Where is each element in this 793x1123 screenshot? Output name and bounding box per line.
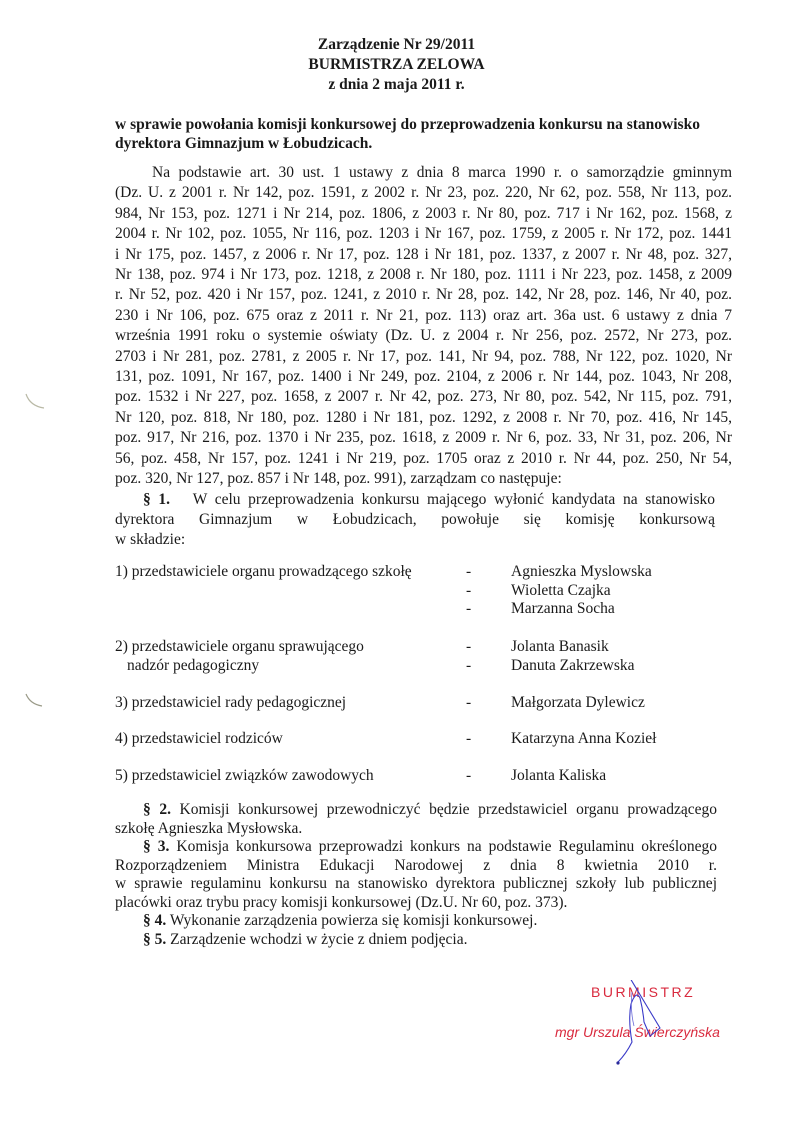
text-line: Nr 120, poz. 818, Nr 180, poz. 1280 i Nr 181, poz. 1292, z 2008 r. Nr 70, poz. 416, Nr 145, (115, 408, 732, 426)
section-symbol: § 1. (143, 491, 171, 508)
subject (115, 115, 735, 153)
member-name: Agnieszka Myslowska (511, 563, 652, 580)
member-row (115, 638, 735, 657)
member-row (115, 657, 735, 676)
text-line: września 1991 roku o systemie oświaty (Dz. U. z 2004 r. Nr 256, poz. 2572, Nr 273, poz. (115, 327, 732, 345)
dash: - (466, 767, 472, 784)
role-label: nadzór pedagogiczny (127, 656, 260, 674)
section-3-line (115, 838, 717, 857)
text-line: r. Nr 52, poz. 420 i Nr 157, poz. 1241, z 2010 r. Nr 28, poz. 142, Nr 28, poz. 146, Nr 40, poz. (115, 286, 732, 304)
section-5-line (115, 931, 717, 950)
section-text: Zarządzenie wchodzi w życie z dniem podjęcia. (170, 930, 468, 948)
scan-margin-mark (22, 390, 52, 415)
role-label: 3) przedstawiciel rady pedagogicznej (115, 694, 347, 711)
closing-sections (115, 801, 717, 949)
member-row (115, 730, 735, 749)
member-row (115, 563, 735, 582)
dash: - (466, 656, 472, 674)
stamp-name: mgr Urszula Świerczyńska (555, 1024, 720, 1040)
text-line: poz. 1532 i Nr 227, poz. 1658, z 2007 r. Nr 42, poz. 273, Nr 80, poz. 542, Nr 115, poz. 791, (115, 388, 732, 406)
member-name: Jolanta Kaliska (511, 767, 607, 784)
mayor-stamp (548, 980, 748, 1060)
stamp-title: BURMISTRZ (591, 984, 696, 1000)
text-line: 230 i Nr 106, poz. 675 oraz z 2011 r. Nr 21, poz. 113) oraz art. 36a ust. 6 ustawy z dnia 7 (115, 306, 732, 324)
text-line (115, 490, 715, 510)
member-name: Wioletta Czajka (511, 581, 611, 599)
role-label: 5) przedstawiciel związków zawodowych (115, 767, 374, 784)
dash: - (466, 563, 472, 580)
section-symbol: § 3. (143, 838, 170, 855)
section-1 (115, 490, 715, 550)
member-row (115, 694, 735, 713)
text-line: 56, poz. 458, Nr 157, poz. 1241 i Nr 219, poz. 1705 oraz z 2010 r. Nr 44, poz. 250, Nr 54, (115, 449, 732, 467)
ordinance-number: Zarządzenie Nr 29/2011 (317, 36, 476, 53)
role-label: 4) przedstawiciel rodziców (115, 730, 283, 747)
text-line: w składzie: (115, 531, 186, 548)
document-header (0, 35, 793, 95)
section-text: W celu przeprowadzenia konkursu mającego wyłonić kandydata na stanowisko (192, 491, 715, 508)
dash: - (466, 600, 472, 617)
text-line: poz. 320, Nr 127, poz. 857 i Nr 148, poz. 991), zarządzam co następuje: (115, 470, 562, 488)
section-3-line: w sprawie regulaminu konkursu na stanowisko dyrektora publicznej szkoły lub publicznej (115, 875, 717, 892)
text-line: 2703 i Nr 281, poz. 2781, z 2005 r. Nr 17, poz. 141, Nr 94, poz. 788, Nr 122, poz. 1020, Nr (115, 347, 732, 365)
dash: - (466, 730, 472, 747)
text-line: Na podstawie art. 30 ust. 1 ustawy z dnia 8 marca 1990 r. o samorządzie gminnym (152, 164, 732, 181)
member-row (115, 767, 735, 786)
text-line: poz. 917, Nr 216, poz. 1370 i Nr 235, poz. 1618, z 2009 r. Nr 6, poz. 33, Nr 31, poz. 206, Nr (115, 429, 732, 447)
dash: - (466, 638, 472, 655)
handwritten-signature-icon (548, 980, 748, 1070)
issue-date: z dnia 2 maja 2011 r. (328, 76, 465, 93)
text-line: 131, poz. 1091, Nr 167, poz. 1400 i Nr 249, poz. 2104, z 2006 r. Nr 144, poz. 1043, Nr 208, (115, 368, 732, 386)
text-line: Nr 138, poz. 974 i Nr 173, poz. 1218, z 2008 r. Nr 180, poz. 1111 i Nr 223, poz. 1458, z 2009 (115, 266, 732, 284)
section-2-line (115, 801, 717, 820)
text-line: 2004 r. Nr 102, poz. 1055, Nr 116, poz. 1203 i Nr 167, poz. 1759, z 2005 r. Nr 172, poz. 1441 (115, 225, 732, 243)
section-4-line (115, 912, 717, 931)
dash: - (466, 694, 472, 711)
section-text: Wykonanie zarządzenia powierza się komisji konkursowej. (169, 912, 538, 929)
member-name: Katarzyna Anna Kozieł (511, 730, 657, 747)
section-symbol: § 2. (143, 801, 171, 818)
member-name: Jolanta Banasik (511, 638, 609, 655)
section-3-line: Rozporządzeniem Ministra Edukacji Narodowej z dnia 8 kwietnia 2010 r. (115, 856, 717, 874)
section-2-line: szkołę Agnieszka Mysłowska. (115, 819, 303, 837)
section-symbol: § 4. (143, 912, 167, 929)
section-3-line: placówki oraz trybu pracy komisji konkursowej (Dz.U. Nr 60, poz. 373). (115, 893, 568, 911)
member-row (115, 600, 735, 619)
text-line: i Nr 175, poz. 1457, z 2006 r. Nr 17, poz. 128 i Nr 181, poz. 1337, z 2007 r. Nr 48, poz. 327, (115, 245, 732, 263)
scan-margin-mark (22, 690, 52, 715)
section-text: Komisji konkursowej przewodniczyć będzie przedstawiciel organu prowadzącego (179, 801, 718, 818)
legal-basis-paragraph (115, 163, 732, 490)
text-line: dyrektora Gimnazjum w Łobudzicach, powołuje się komisję konkursową (115, 511, 715, 528)
member-name: Marzanna Socha (511, 600, 615, 617)
subject-line: w sprawie powołania komisji konkursowej do przeprowadzenia konkursu na stanowisko (115, 116, 700, 133)
dash: - (466, 581, 472, 599)
issuer: BURMISTRZA ZELOWA (308, 56, 485, 73)
subject-line: dyrektora Gimnazjum w Łobudzicach. (115, 135, 373, 152)
section-symbol: § 5. (143, 930, 167, 948)
text-line: (Dz. U. z 2001 r. Nr 142, poz. 1591, z 2002 r. Nr 23, poz. 220, Nr 62, poz. 558, Nr 113, poz. (115, 184, 732, 202)
text-line: 984, Nr 153, poz. 1271 i Nr 214, poz. 1806, z 2003 r. Nr 80, poz. 717 i Nr 162, poz. 1568, z (115, 204, 732, 222)
role-label: 1) przedstawiciele organu prowadzącego szkołę (115, 563, 412, 580)
role-label: 2) przedstawiciele organu sprawującego (115, 638, 364, 655)
member-name: Małgorzata Dylewicz (511, 694, 645, 711)
member-row (115, 582, 735, 601)
section-text: Komisja konkursowa przeprowadzi konkurs na podstawie Regulaminu określonego (176, 838, 718, 855)
member-name: Danuta Zakrzewska (511, 656, 635, 674)
